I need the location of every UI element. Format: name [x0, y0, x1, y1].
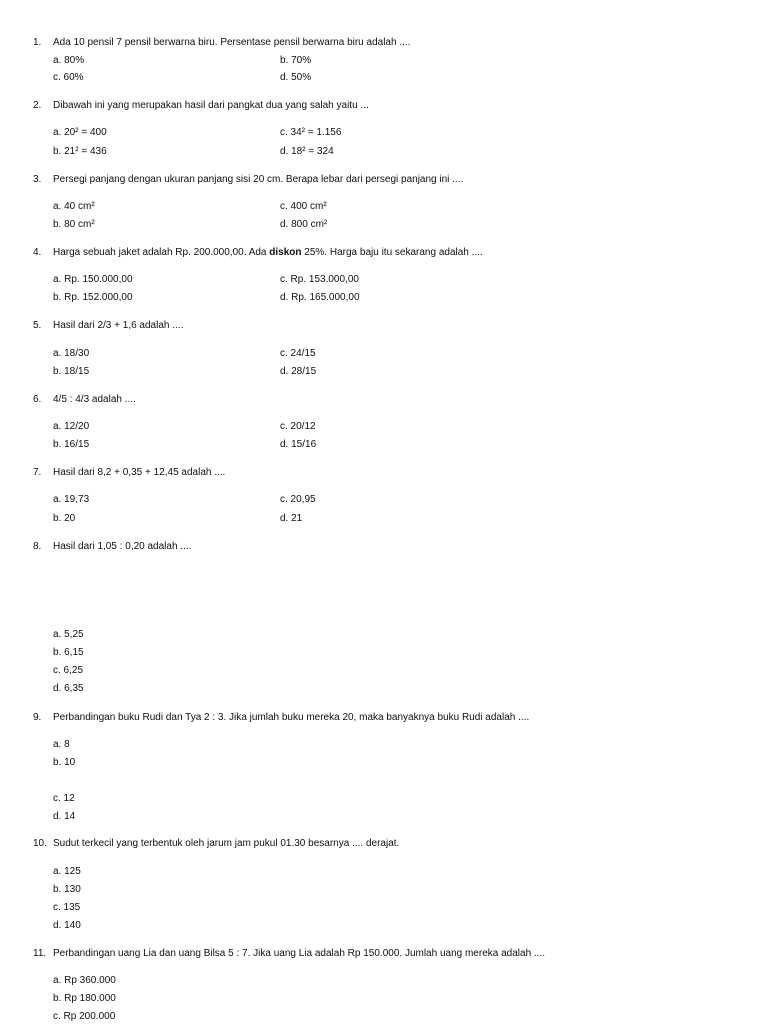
answer-option: d. 6,35: [53, 683, 84, 694]
question-text-bold: diskon: [269, 247, 302, 258]
answer-option: a. 20² = 400: [53, 127, 107, 138]
answer-option: b. Rp 180.000: [53, 993, 116, 1004]
question-text: Sudut terkecil yang terbentuk oleh jarum jam pukul 01.30 besarnya .... derajat.: [53, 838, 400, 849]
question-number: 5.: [33, 320, 42, 331]
answer-option: c. 24/15: [280, 348, 316, 359]
answer-option: d. 140: [53, 920, 81, 931]
answer-option: a. 19,73: [53, 494, 90, 505]
answer-option: d. 14: [53, 811, 76, 822]
question-number: 1.: [33, 37, 42, 48]
question-text: Hasil dari 8,2 + 0,35 + 12,45 adalah ....: [53, 467, 226, 478]
answer-option: c. 20/12: [280, 421, 316, 432]
answer-option: a. 40 cm²: [53, 201, 95, 212]
question-number: 3.: [33, 174, 42, 185]
answer-option: d. 50%: [280, 72, 312, 83]
answer-option: a. 18/30: [53, 348, 90, 359]
answer-option: d. 800 cm²: [280, 219, 328, 230]
question-number: 10.: [33, 838, 47, 849]
answer-option: a. 8: [53, 739, 70, 750]
answer-option: c. 60%: [53, 72, 84, 83]
answer-option: d. 18² = 324: [280, 146, 334, 157]
answer-option: b. 70%: [280, 55, 312, 66]
question-text: 4/5 : 4/3 adalah ....: [53, 394, 136, 405]
answer-option: b. 80 cm²: [53, 219, 95, 230]
answer-option: a. Rp. 150.000,00: [53, 274, 133, 285]
question-text: Dibawah ini yang merupakan hasil dari pangkat dua yang salah yaitu ...: [53, 100, 369, 111]
answer-option: b. 130: [53, 884, 81, 895]
question-number: 8.: [33, 541, 42, 552]
answer-option: a. 80%: [53, 55, 85, 66]
question-number: 11.: [33, 948, 47, 959]
question-number: 4.: [33, 247, 42, 258]
question-number: 9.: [33, 712, 42, 723]
answer-option: a. 12/20: [53, 421, 90, 432]
answer-option: c. Rp. 153.000,00: [280, 274, 359, 285]
question-text: Perbandingan buku Rudi dan Tya 2 : 3. Jika jumlah buku mereka 20, maka banyaknya buku Rudi adalah ....: [53, 712, 530, 723]
answer-option: c. 135: [53, 902, 81, 913]
answer-option: d. 15/16: [280, 439, 317, 450]
question-text-post: 25%. Harga baju itu sekarang adalah ....: [301, 247, 483, 258]
question-number: 2.: [33, 100, 42, 111]
answer-option: c. 6,25: [53, 665, 84, 676]
answer-option: a. 5,25: [53, 629, 84, 640]
answer-option: b. Rp. 152.000,00: [53, 292, 133, 303]
answer-option: b. 10: [53, 757, 76, 768]
question-text-pre: Harga sebuah jaket adalah Rp. 200.000,00. Ada: [53, 247, 270, 258]
question-text: Ada 10 pensil 7 pensil berwarna biru. Persentase pensil berwarna biru adalah ....: [53, 37, 411, 48]
answer-option: c. 400 cm²: [280, 201, 327, 212]
answer-option: c. Rp 200.000: [53, 1011, 116, 1022]
answer-option: b. 6,15: [53, 647, 84, 658]
question-text: Hasil dari 2/3 + 1,6 adalah ....: [53, 320, 184, 331]
answer-option: c. 12: [53, 793, 75, 804]
answer-option: d. 21: [280, 513, 303, 524]
answer-option: b. 16/15: [53, 439, 90, 450]
question-number: 7.: [33, 467, 42, 478]
answer-option: d. Rp. 165.000,00: [280, 292, 360, 303]
answer-option: c. 20,95: [280, 494, 316, 505]
question-text: [53, 247, 483, 259]
question-text: Persegi panjang dengan ukuran panjang sisi 20 cm. Berapa lebar dari persegi panjang ini ....: [53, 174, 464, 185]
answer-option: b. 18/15: [53, 366, 90, 377]
answer-option: c. 34² = 1.156: [280, 127, 342, 138]
question-number: 6.: [33, 394, 42, 405]
answer-option: a. 125: [53, 866, 81, 877]
answer-option: a. Rp 360.000: [53, 975, 116, 986]
answer-option: b. 21² = 436: [53, 146, 107, 157]
question-text: Perbandingan uang Lia dan uang Bilsa 5 : 7. Jika uang Lia adalah Rp 150.000. Jumlah uang mereka adalah ....: [53, 948, 546, 959]
answer-option: b. 20: [53, 513, 76, 524]
answer-option: d. 28/15: [280, 366, 317, 377]
question-text: Hasil dari 1,05 : 0,20 adalah ....: [53, 541, 192, 552]
